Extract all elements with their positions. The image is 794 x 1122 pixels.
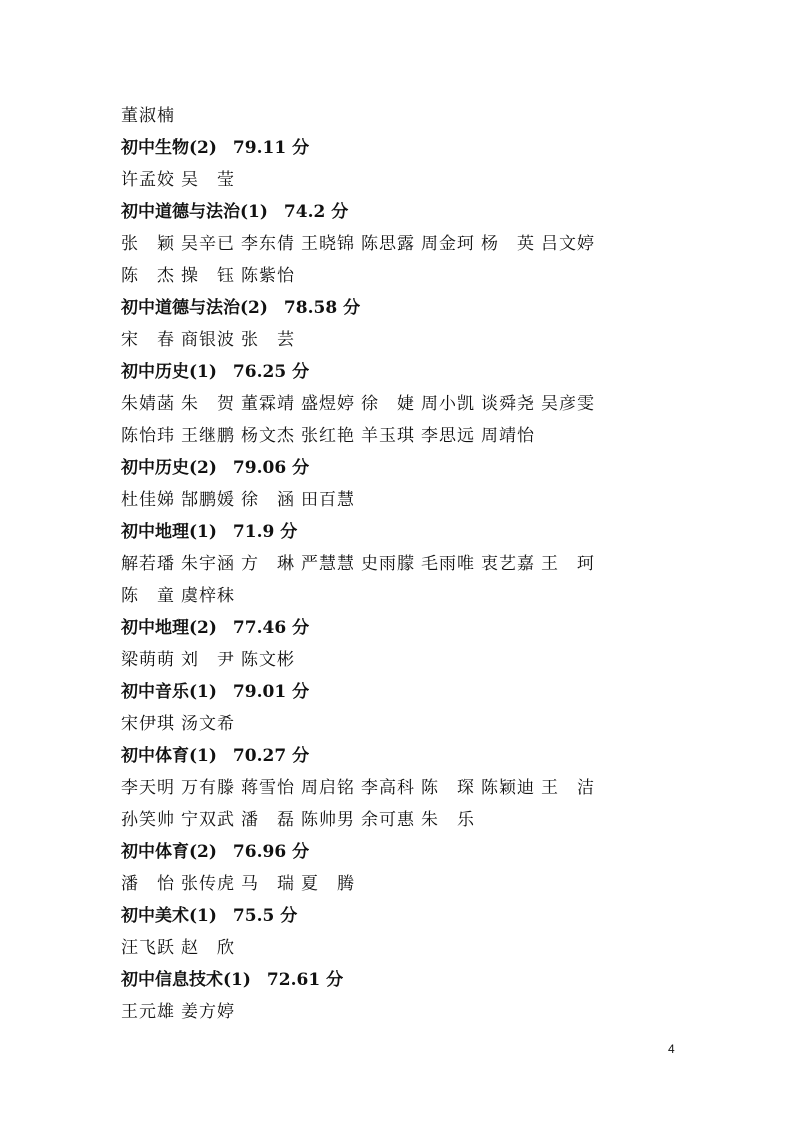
person-name: 陈 琛: [421, 778, 475, 798]
subject-heading: [121, 964, 681, 996]
person-name: 孙笑帅: [121, 810, 175, 830]
subject-score: 70.27 分: [232, 746, 310, 766]
name-list-line: [121, 100, 681, 132]
person-name: 夏 腾: [301, 874, 355, 894]
subject-name: 初中体育(2): [121, 842, 217, 862]
person-name: 徐 涵: [241, 490, 295, 510]
name-list-line: [121, 932, 681, 964]
subject-name: 初中生物(2): [121, 138, 217, 158]
subject-heading: [121, 612, 681, 644]
person-name: 严慧慧: [301, 554, 355, 574]
person-name: 王继鹏: [181, 426, 235, 446]
subject-heading: [121, 356, 681, 388]
person-name: 朱宇涵: [181, 554, 235, 574]
person-name: 张 芸: [241, 330, 295, 350]
person-name: 史雨朦: [361, 554, 415, 574]
subject-score: 72.61 分: [266, 970, 344, 990]
person-name: 万有滕: [181, 778, 235, 798]
name-list-line: [121, 996, 681, 1028]
person-name: 陈 童: [121, 586, 175, 606]
person-name: 汤文希: [181, 714, 235, 734]
person-name: 毛雨唯: [421, 554, 475, 574]
person-name: 杨 英: [481, 234, 535, 254]
subject-name: 初中历史(1): [121, 362, 217, 382]
person-name: 潘 磊: [241, 810, 295, 830]
person-name: 李天明: [121, 778, 175, 798]
person-name: 朱婧菡: [121, 394, 175, 414]
subject-name: 初中美术(1): [121, 906, 217, 926]
person-name: 吴辛已: [181, 234, 235, 254]
name-list-line: [121, 548, 681, 580]
subject-heading: [121, 516, 681, 548]
person-name: 朱 乐: [421, 810, 475, 830]
person-name: 刘 尹: [181, 650, 235, 670]
subject-score: 74.2 分: [283, 202, 349, 222]
name-list-line: [121, 260, 681, 292]
person-name: 陈帅男: [301, 810, 355, 830]
subject-name: 初中音乐(1): [121, 682, 217, 702]
person-name: 杜佳娣: [121, 490, 175, 510]
person-name: 张 颖: [121, 234, 175, 254]
person-name: 虞梓秣: [181, 586, 235, 606]
person-name: 陈颖迪: [481, 778, 535, 798]
person-name: 盛煜婷: [301, 394, 355, 414]
person-name: 周靖怡: [481, 426, 535, 446]
subject-score: 77.46 分: [232, 618, 310, 638]
person-name: 潘 怡: [121, 874, 175, 894]
subject-heading: [121, 196, 681, 228]
name-list-line: [121, 164, 681, 196]
person-name: 王 珂: [541, 554, 595, 574]
person-name: 蒋雪怡: [241, 778, 295, 798]
subject-score: 71.9 分: [232, 522, 298, 542]
person-name: 宋伊琪: [121, 714, 175, 734]
person-name: 姜方婷: [181, 1002, 235, 1022]
subject-score: 79.06 分: [232, 458, 310, 478]
person-name: 衷艺嘉: [481, 554, 535, 574]
person-name: 周金珂: [421, 234, 475, 254]
person-name: 陈思露: [361, 234, 415, 254]
subject-heading: [121, 836, 681, 868]
subject-score: 78.58 分: [283, 298, 361, 318]
subject-score: 76.96 分: [232, 842, 310, 862]
person-name: 张传虎: [181, 874, 235, 894]
name-list-line: [121, 708, 681, 740]
name-list-line: [121, 580, 681, 612]
subject-heading: [121, 676, 681, 708]
person-name: 解若璠: [121, 554, 175, 574]
person-name: 吴彦雯: [541, 394, 595, 414]
subject-name: 初中历史(2): [121, 458, 217, 478]
subject-heading: [121, 900, 681, 932]
person-name: 陈文彬: [241, 650, 295, 670]
name-list-line: [121, 228, 681, 260]
person-name: 李高科: [361, 778, 415, 798]
person-name: 董霖靖: [241, 394, 295, 414]
person-name: 吴 莹: [181, 170, 235, 190]
person-name: 陈怡玮: [121, 426, 175, 446]
person-name: 周启铭: [301, 778, 355, 798]
person-name: 操 钰: [181, 266, 235, 286]
subject-name: 初中道德与法治(1): [121, 202, 268, 222]
name-list-line: [121, 804, 681, 836]
name-list-line: [121, 772, 681, 804]
name-list-line: [121, 324, 681, 356]
person-name: 方 琳: [241, 554, 295, 574]
subject-heading: [121, 740, 681, 772]
person-name: 周小凯: [421, 394, 475, 414]
person-name: 郜鹏媛: [181, 490, 235, 510]
subject-score: 75.5 分: [232, 906, 298, 926]
person-name: 王晓锦: [301, 234, 355, 254]
person-name: 张红艳: [301, 426, 355, 446]
subject-name: 初中道德与法治(2): [121, 298, 268, 318]
person-name: 田百慧: [301, 490, 355, 510]
page-number: 4: [668, 1042, 675, 1056]
person-name: 梁萌萌: [121, 650, 175, 670]
subject-score: 79.11 分: [232, 138, 310, 158]
person-name: 赵 欣: [181, 938, 235, 958]
name-list-line: [121, 420, 681, 452]
person-name: 余可惠: [361, 810, 415, 830]
subject-heading: [121, 452, 681, 484]
document-body: [121, 100, 681, 1028]
person-name: 谈舜尧: [481, 394, 535, 414]
person-name: 徐 婕: [361, 394, 415, 414]
person-name: 朱 贺: [181, 394, 235, 414]
subject-name: 初中体育(1): [121, 746, 217, 766]
person-name: 商银波: [181, 330, 235, 350]
person-name: 许孟姣: [121, 170, 175, 190]
subject-heading: [121, 292, 681, 324]
subject-heading: [121, 132, 681, 164]
person-name: 宁双武: [181, 810, 235, 830]
subject-name: 初中地理(2): [121, 618, 217, 638]
subject-score: 79.01 分: [232, 682, 310, 702]
name-list-line: [121, 644, 681, 676]
name-list-line: [121, 484, 681, 516]
subject-name: 初中地理(1): [121, 522, 217, 542]
person-name: 李思远: [421, 426, 475, 446]
person-name: 董淑楠: [121, 106, 175, 126]
person-name: 陈 杰: [121, 266, 175, 286]
name-list-line: [121, 868, 681, 900]
person-name: 吕文婷: [541, 234, 595, 254]
person-name: 杨文杰: [241, 426, 295, 446]
person-name: 王元雄: [121, 1002, 175, 1022]
name-list-line: [121, 388, 681, 420]
subject-name: 初中信息技术(1): [121, 970, 251, 990]
person-name: 李东倩: [241, 234, 295, 254]
person-name: 汪飞跃: [121, 938, 175, 958]
person-name: 王 洁: [541, 778, 595, 798]
subject-score: 76.25 分: [232, 362, 310, 382]
person-name: 陈紫怡: [241, 266, 295, 286]
person-name: 马 瑞: [241, 874, 295, 894]
person-name: 羊玉琪: [361, 426, 415, 446]
person-name: 宋 春: [121, 330, 175, 350]
